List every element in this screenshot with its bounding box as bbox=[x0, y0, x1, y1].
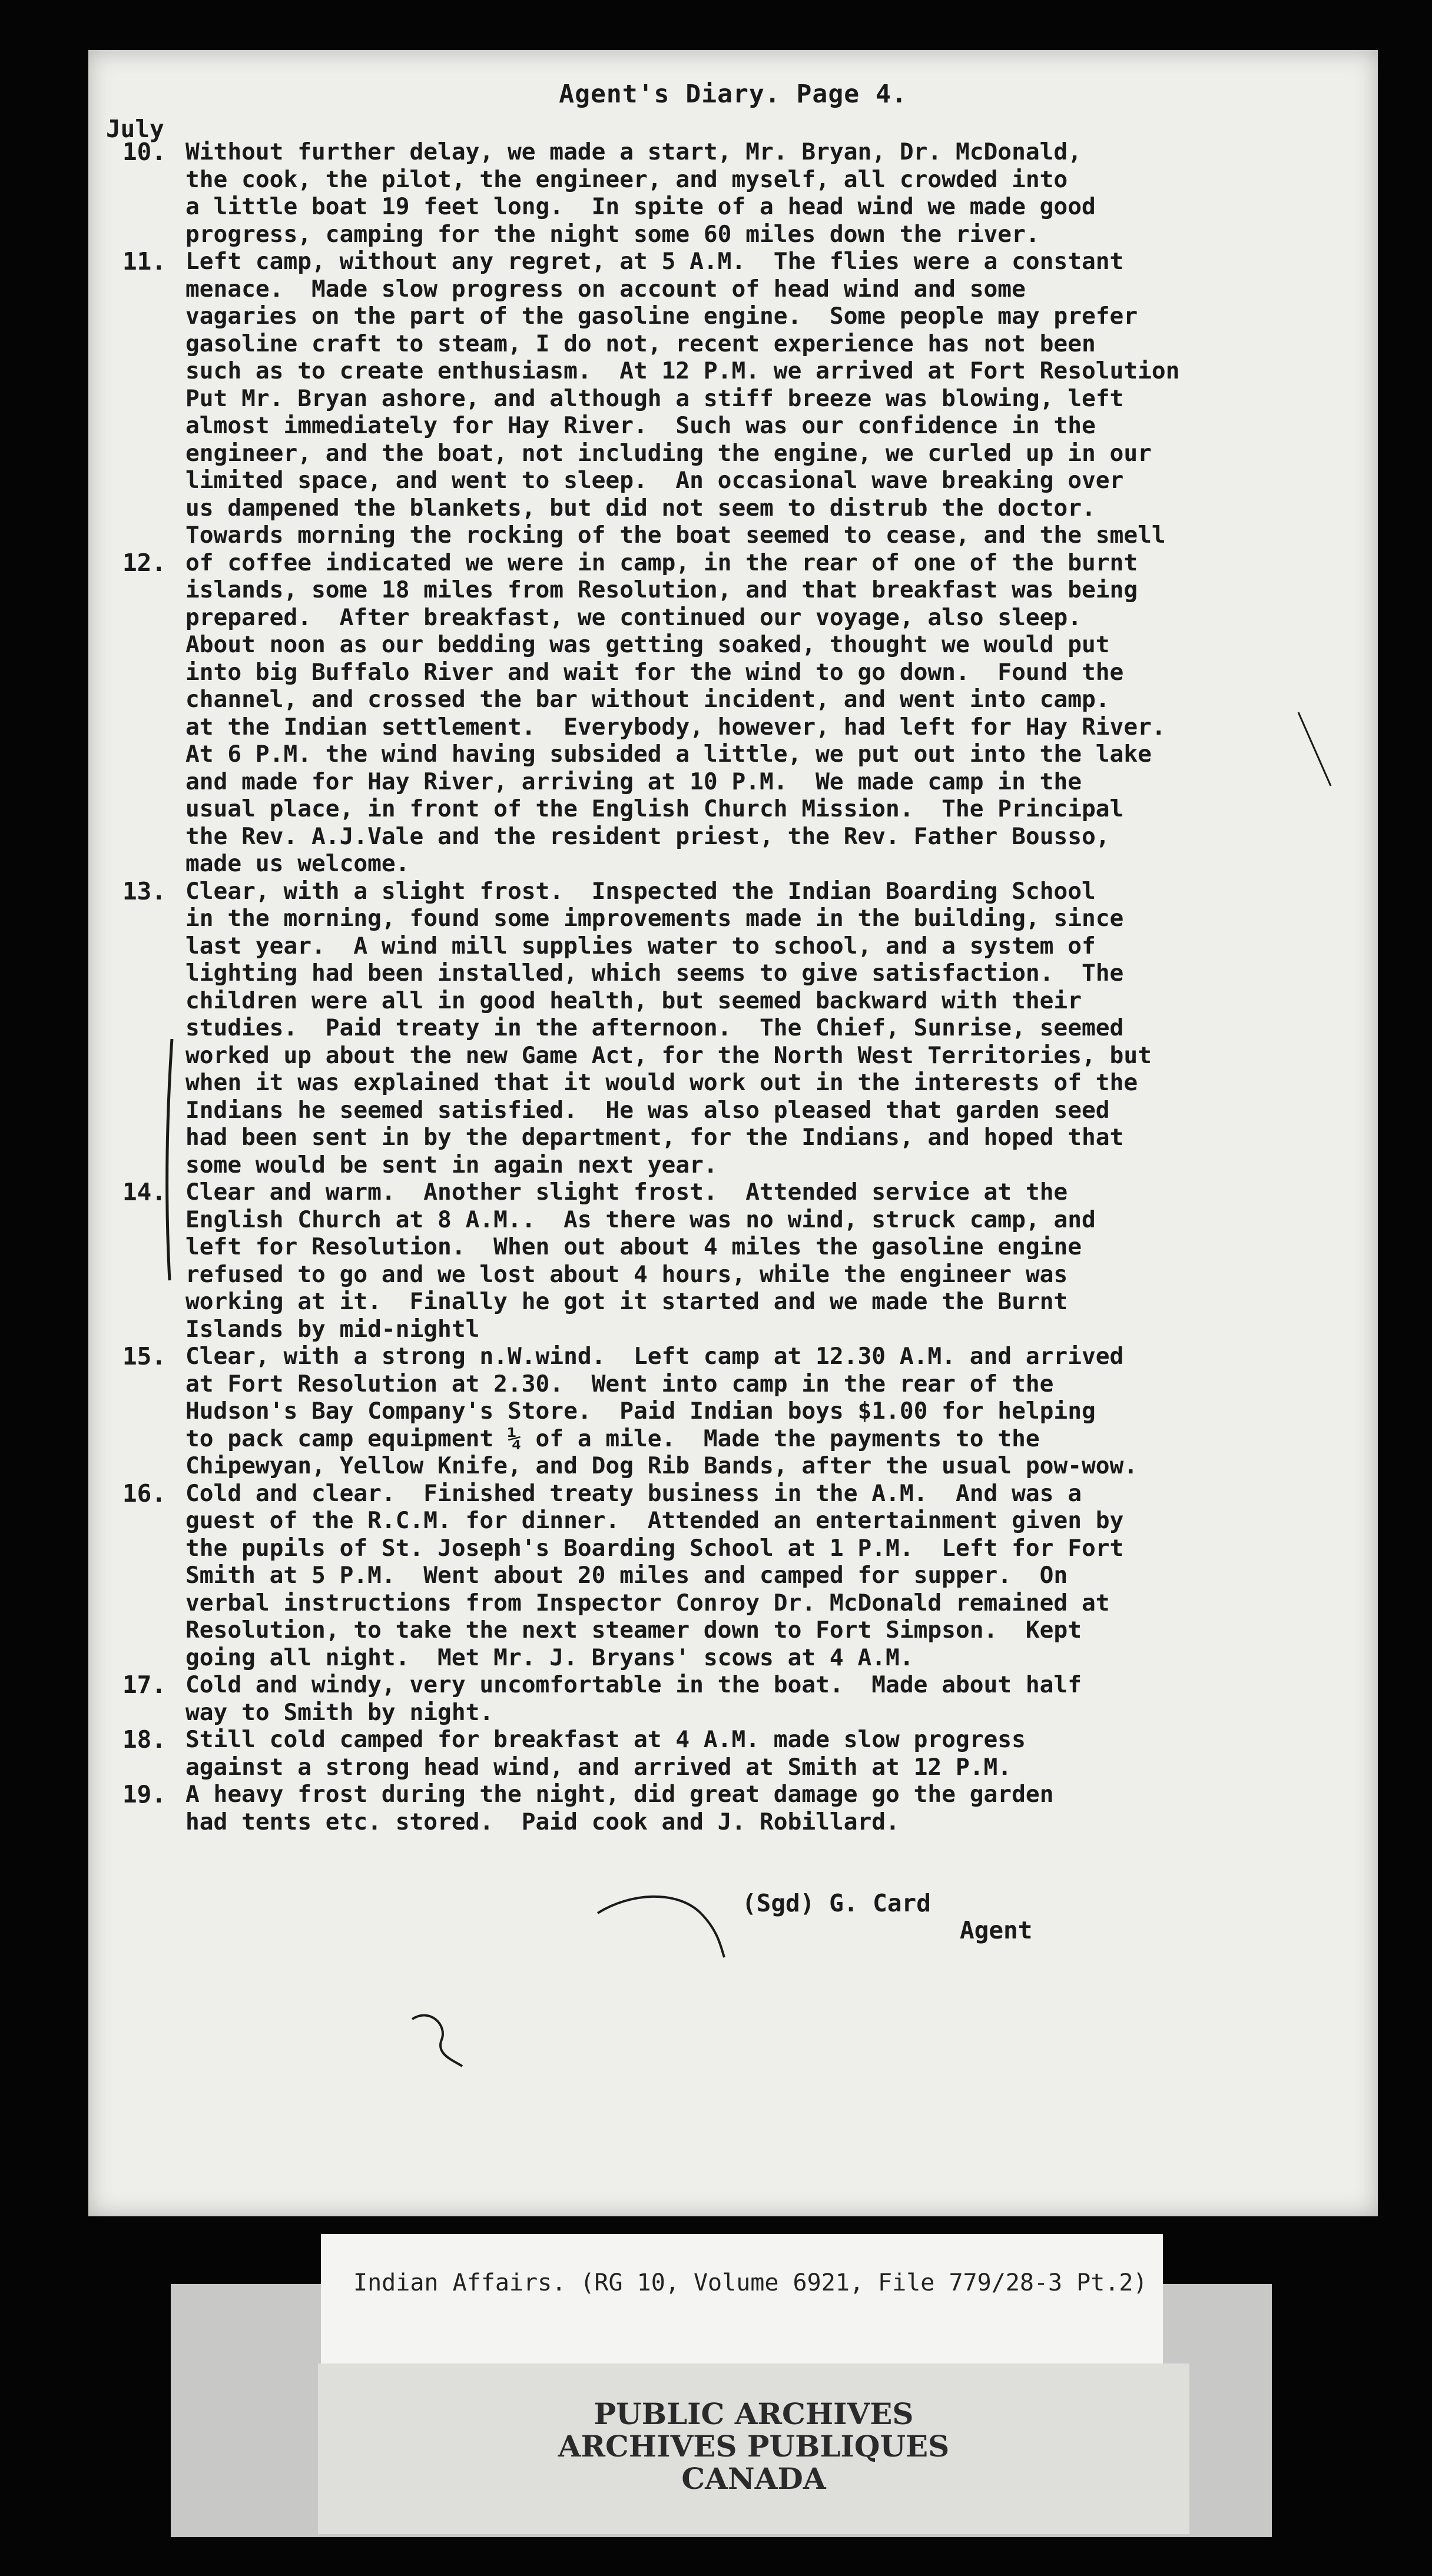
entry-line: Cold and clear. Finished treaty business in the A.M. And was a bbox=[185, 1479, 1082, 1507]
entry-line: and made for Hay River, arriving at 10 P.M. We made camp in the bbox=[185, 768, 1082, 795]
entry-line: to pack camp equipment ¼ of a mile. Made the payments to the bbox=[185, 1425, 1040, 1452]
entry-line: the pupils of St. Joseph's Boarding School at 1 P.M. Left for Fort bbox=[185, 1534, 1124, 1562]
entry-line: some would be sent in again next year. bbox=[185, 1151, 718, 1179]
entry-line: Clear, with a strong n.W.wind. Left camp at 12.30 A.M. and arrived bbox=[185, 1343, 1124, 1370]
entry-day: 11. bbox=[122, 247, 167, 275]
month-label: July bbox=[106, 115, 164, 143]
entry-line: children were all in good health, but seemed backward with their bbox=[185, 987, 1082, 1014]
entry-line: Resolution, to take the next steamer down to Fort Simpson. Kept bbox=[185, 1616, 1082, 1644]
entry-line: when it was explained that it would work out in the interests of the bbox=[185, 1069, 1138, 1096]
entry-line: usual place, in front of the English Church Mission. The Principal bbox=[185, 795, 1124, 822]
entry-line: Islands by mid-nightl bbox=[185, 1315, 480, 1343]
entry-line: vagaries on the part of the gasoline engine. Some people may prefer bbox=[185, 303, 1138, 330]
entry-line: limited space, and went to sleep. An occasional wave breaking over bbox=[185, 467, 1124, 494]
entry-line: a little boat 19 feet long. In spite of a head wind we made good bbox=[185, 193, 1096, 220]
diary-entry bbox=[88, 1179, 1378, 1343]
diary-entry bbox=[88, 1726, 1378, 1781]
entry-line: going all night. Met Mr. J. Bryans' scows at 4 A.M. bbox=[185, 1644, 914, 1671]
pen-mark-scribble-left bbox=[595, 1890, 736, 1960]
entry-line: against a strong head wind, and arrived at Smith at 12 P.M. bbox=[185, 1753, 1012, 1781]
diary-entry bbox=[88, 1781, 1378, 1835]
entry-line: at the Indian settlement. Everybody, however, had left for Hay River. bbox=[185, 713, 1166, 741]
entry-line: progress, camping for the night some 60 miles down the river. bbox=[185, 220, 1040, 248]
entry-line: such as to create enthusiasm. At 12 P.M. we arrived at Fort Resolution bbox=[185, 357, 1180, 384]
signature-title: Agent bbox=[960, 1916, 1033, 1944]
entry-line: last year. A wind mill supplies water to school, and a system of bbox=[185, 932, 1096, 960]
entry-line: made us welcome. bbox=[185, 850, 410, 877]
entry-day: 12. bbox=[122, 548, 167, 577]
entry-line: had been sent in by the department, for the Indians, and hoped that bbox=[185, 1124, 1124, 1151]
entry-line: channel, and crossed the bar without incident, and went into camp. bbox=[185, 686, 1110, 713]
entry-line: Still cold camped for breakfast at 4 A.M. made slow progress bbox=[185, 1726, 1026, 1753]
entry-line: Hudson's Bay Company's Store. Paid Indian boys $1.00 for helping bbox=[185, 1397, 1096, 1425]
signature-line: (Sgd) G. Card bbox=[742, 1889, 931, 1917]
entry-line: At 6 P.M. the wind having subsided a little, we put out into the lake bbox=[185, 741, 1152, 768]
entry-line: of coffee indicated we were in camp, in the rear of one of the burnt bbox=[185, 549, 1138, 576]
entry-line: gasoline craft to steam, I do not, recent experience has not been bbox=[185, 330, 1096, 357]
entry-line: the Rev. A.J.Vale and the resident priest, the Rev. Father Bousso, bbox=[185, 822, 1110, 850]
entry-day: 15. bbox=[122, 1342, 167, 1370]
entry-line: the cook, the pilot, the engineer, and myself, all crowded into bbox=[185, 165, 1068, 193]
entry-day: 17. bbox=[122, 1671, 167, 1699]
entry-line: A heavy frost during the night, did great damage go the garden bbox=[185, 1781, 1054, 1808]
entry-day: 14. bbox=[122, 1178, 167, 1206]
diary-entry bbox=[88, 1343, 1378, 1480]
entry-line: in the morning, found some improvements made in the building, since bbox=[185, 905, 1124, 932]
diary-entry bbox=[88, 1671, 1378, 1726]
entry-line: Clear, with a slight frost. Inspected the Indian Boarding School bbox=[185, 877, 1096, 905]
entry-line: menace. Made slow progress on account of head wind and some bbox=[185, 275, 1026, 303]
archive-reference: Indian Affairs. (RG 10, Volume 6921, File 779/28-3 Pt.2) bbox=[353, 2269, 1148, 2296]
entry-line: way to Smith by night. bbox=[185, 1698, 494, 1726]
diary-entries bbox=[88, 138, 1378, 1835]
stamp-line-2: ARCHIVES PUBLIQUES bbox=[558, 2429, 950, 2464]
entry-line: Without further delay, we made a start, Mr. Bryan, Dr. McDonald, bbox=[185, 138, 1082, 165]
entry-line: Left camp, without any regret, at 5 A.M. The flies were a constant bbox=[185, 248, 1124, 275]
entry-line: engineer, and the boat, not including the engine, we curled up in our bbox=[185, 439, 1152, 467]
pen-mark-scribble-bottom bbox=[406, 2007, 477, 2072]
entry-line: Cold and windy, very uncomfortable in the boat. Made about half bbox=[185, 1671, 1082, 1698]
archive-stamp bbox=[318, 2363, 1189, 2534]
diary-entry bbox=[88, 878, 1378, 1179]
entry-line: us dampened the blankets, but did not seem to distrub the doctor. bbox=[185, 494, 1096, 522]
entry-line: refused to go and we lost about 4 hours, while the engineer was bbox=[185, 1260, 1068, 1288]
entry-day: 18. bbox=[122, 1725, 167, 1754]
entry-line: Towards morning the rocking of the boat seemed to cease, and the smell bbox=[185, 522, 1166, 549]
archive-reference-label bbox=[321, 2234, 1163, 2363]
stamp-line-3: CANADA bbox=[681, 2461, 826, 2496]
diary-entry bbox=[88, 1480, 1378, 1672]
entry-line: lighting had been installed, which seems to give satisfaction. The bbox=[185, 960, 1124, 987]
entry-line: prepared. After breakfast, we continued our voyage, also sleep. bbox=[185, 603, 1082, 631]
entry-line: Indians he seemed satisfied. He was also pleased that garden seed bbox=[185, 1096, 1110, 1124]
entry-line: English Church at 8 A.M.. As there was no wind, struck camp, and bbox=[185, 1206, 1096, 1233]
pen-mark-slash-right bbox=[1295, 709, 1342, 792]
diary-page bbox=[88, 50, 1378, 2216]
pen-mark-margin-line bbox=[159, 1039, 183, 1286]
entry-day: 16. bbox=[122, 1479, 167, 1508]
entry-day: 10. bbox=[122, 138, 167, 166]
diary-entry bbox=[88, 138, 1378, 248]
entry-line: almost immediately for Hay River. Such was our confidence in the bbox=[185, 412, 1096, 439]
entry-line: Put Mr. Bryan ashore, and although a stiff breeze was blowing, left bbox=[185, 384, 1124, 412]
diary-entry bbox=[88, 549, 1378, 878]
entry-line: Chipewyan, Yellow Knife, and Dog Rib Bands, after the usual pow-wow. bbox=[185, 1452, 1138, 1479]
signature-block bbox=[742, 1890, 1032, 1944]
entry-line: into big Buffalo River and wait for the wind to go down. Found the bbox=[185, 658, 1124, 686]
diary-entry bbox=[88, 248, 1378, 549]
entry-line: worked up about the new Game Act, for the North West Territories, but bbox=[185, 1041, 1152, 1069]
page-title: Agent's Diary. Page 4. bbox=[559, 79, 907, 109]
entry-line: islands, some 18 miles from Resolution, and that breakfast was being bbox=[185, 576, 1138, 603]
entry-line: Clear and warm. Another slight frost. Attended service at the bbox=[185, 1179, 1068, 1206]
entry-line: About noon as our bedding was getting soaked, thought we would put bbox=[185, 631, 1110, 658]
entry-line: working at it. Finally he got it started and we made the Burnt bbox=[185, 1288, 1068, 1315]
entry-day: 13. bbox=[122, 877, 167, 905]
entry-day: 19. bbox=[122, 1780, 167, 1808]
entry-line: had tents etc. stored. Paid cook and J. Robillard. bbox=[185, 1808, 900, 1835]
entry-line: studies. Paid treaty in the afternoon. The Chief, Sunrise, seemed bbox=[185, 1014, 1124, 1041]
stamp-line-1: PUBLIC ARCHIVES bbox=[594, 2396, 914, 2431]
entry-line: guest of the R.C.M. for dinner. Attended an entertainment given by bbox=[185, 1507, 1124, 1534]
entry-line: left for Resolution. When out about 4 miles the gasoline engine bbox=[185, 1233, 1082, 1260]
entry-line: at Fort Resolution at 2.30. Went into camp in the rear of the bbox=[185, 1370, 1054, 1397]
entry-line: Smith at 5 P.M. Went about 20 miles and camped for supper. On bbox=[185, 1562, 1068, 1589]
entry-line: verbal instructions from Inspector Conroy Dr. McDonald remained at bbox=[185, 1589, 1110, 1616]
